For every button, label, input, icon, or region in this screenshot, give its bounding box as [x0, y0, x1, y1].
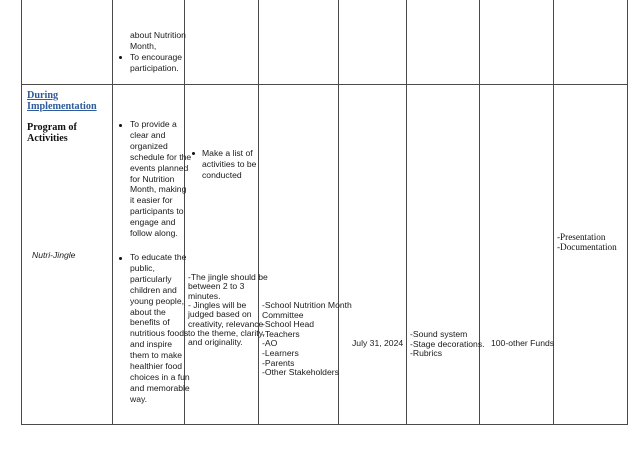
- person-line: -Parents: [262, 357, 295, 368]
- person-line: Committee: [262, 309, 304, 320]
- criteria-line: and originality.: [188, 337, 243, 348]
- objective-1-line: participants to: [130, 206, 184, 217]
- objective-2-line: way.: [130, 393, 148, 404]
- objective-1-line: schedule for the: [130, 151, 192, 162]
- person-line: -Other Stakeholders: [262, 367, 339, 378]
- objective-1-line: it easier for: [130, 195, 173, 206]
- criteria-line: to the theme, clarity,: [188, 327, 265, 338]
- objective-2-line: particularly: [130, 273, 172, 284]
- objective-1-line: To provide a: [130, 119, 177, 129]
- person-line: -School Head: [262, 319, 315, 330]
- section-heading-line-2: Implementation: [27, 101, 97, 112]
- criteria-line: judged based on: [188, 309, 252, 320]
- objective-2-line: public,: [130, 262, 155, 273]
- section-heading-line-1: During: [27, 90, 59, 101]
- objective-2-line: about the: [130, 306, 166, 317]
- objective-2-line: benefits of: [130, 317, 170, 328]
- person-line: -AO: [262, 338, 278, 349]
- objective-2-line: healthier food: [130, 361, 183, 371]
- person-line: -Teachers: [262, 328, 300, 339]
- objective-2-line: children and: [130, 284, 177, 295]
- mov-presentation: -Presentation: [557, 232, 606, 242]
- person-line: -School Nutrition Month: [262, 300, 352, 310]
- objective-1-line: engage and: [130, 217, 176, 228]
- objective-1-line: events planned: [130, 162, 189, 173]
- strategy-line: Make a list of: [202, 148, 253, 158]
- col-line-2: [184, 0, 185, 425]
- criteria-line: minutes.: [188, 290, 221, 301]
- strategy-line: activities to be: [202, 159, 257, 169]
- criteria-line: - Jingles will be: [188, 299, 247, 310]
- col-line-1: [112, 0, 113, 425]
- resource-line: -Sound system: [410, 329, 468, 339]
- objective-2-line: and memorable: [130, 382, 190, 393]
- budget-source: 100-other Funds: [491, 338, 555, 348]
- criteria-line: -The jingle should be: [188, 272, 268, 282]
- objective-1-line: clear and: [130, 129, 166, 140]
- mov-documentation: -Documentation: [557, 242, 617, 252]
- objective-1-line: organized: [130, 140, 168, 151]
- objective-1-line: follow along.: [130, 228, 178, 238]
- objective-1-line: for Nutrition: [130, 173, 175, 184]
- col-line-5: [406, 0, 407, 425]
- activity-name: Nutri-Jingle: [32, 250, 76, 260]
- resource-line: -Rubrics: [410, 348, 442, 359]
- objective-2-line: young people,: [130, 295, 184, 306]
- objective-2-line: nutritious foods: [130, 328, 189, 339]
- objective-1-line: Month, making: [130, 184, 187, 195]
- col-line-6: [479, 0, 480, 425]
- col-line-4: [338, 0, 339, 425]
- criteria-line: creativity, relevance: [188, 318, 264, 329]
- objective-2-line: and inspire: [130, 339, 173, 350]
- col-line-0: [21, 0, 22, 425]
- resource-line: -Stage decorations.: [410, 338, 485, 349]
- objective-2-line: choices in a fun: [130, 371, 190, 382]
- objective-continued-line-1: about Nutrition: [130, 30, 186, 40]
- person-line: -Learners: [262, 348, 299, 358]
- program-of-activities-line-2: Activities: [27, 133, 68, 144]
- activity-date: July 31, 2024: [352, 338, 404, 348]
- strategy-line: conducted: [202, 170, 242, 180]
- col-line-7: [553, 0, 554, 425]
- col-line-8: [627, 0, 628, 425]
- objective-2-line: To educate the: [130, 252, 187, 262]
- objective-encourage-line-1: To encourage: [130, 52, 183, 62]
- objective-continued-line-2: Month,: [130, 41, 157, 51]
- col-line-3: [258, 0, 259, 425]
- program-of-activities-line-1: Program of: [27, 122, 77, 133]
- objective-encourage-line-2: participation.: [130, 63, 179, 73]
- criteria-line: between 2 to 3: [188, 281, 245, 292]
- objective-2-line: them to make: [130, 350, 183, 361]
